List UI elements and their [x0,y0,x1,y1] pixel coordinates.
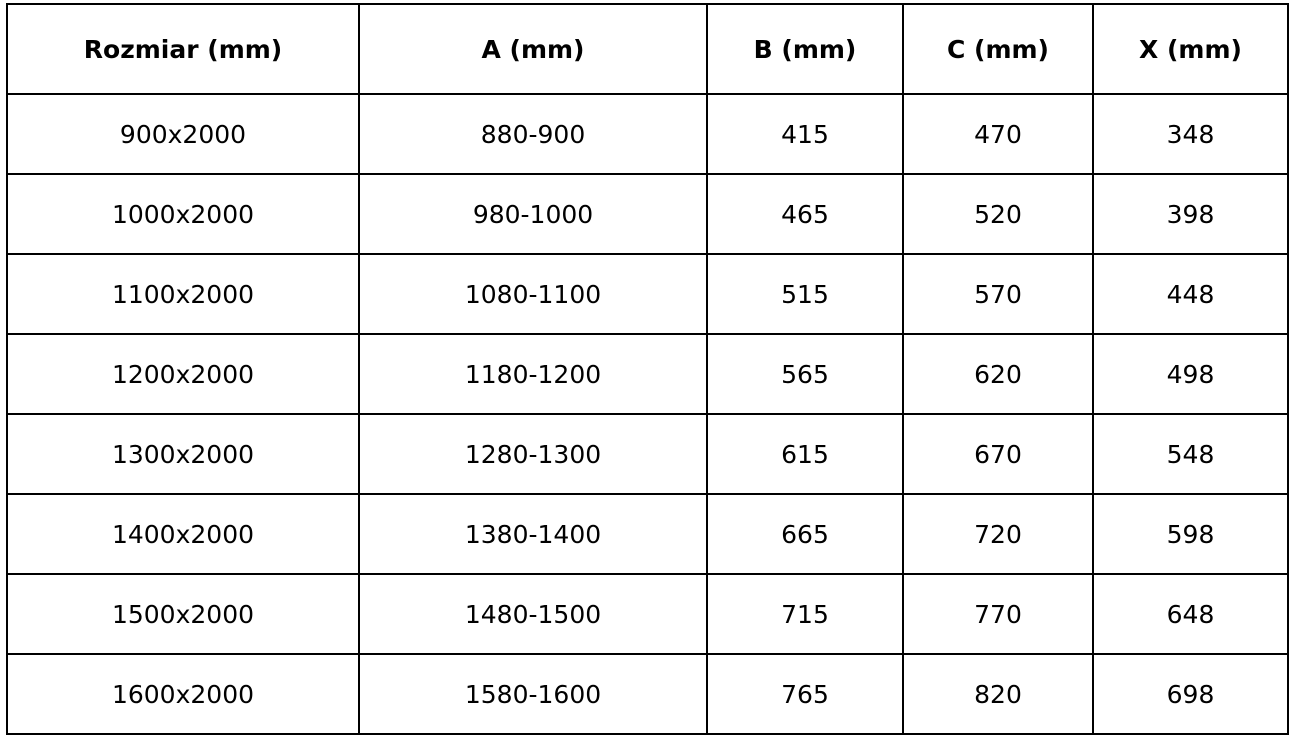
cell-x: 498 [1093,334,1288,414]
cell-a: 1480-1500 [359,574,707,654]
table-row [7,414,1288,494]
cell-b: 765 [707,654,903,734]
cell-x: 598 [1093,494,1288,574]
cell-size: 1000x2000 [7,174,359,254]
cell-x: 648 [1093,574,1288,654]
cell-x: 548 [1093,414,1288,494]
cell-x: 398 [1093,174,1288,254]
cell-c: 570 [903,254,1093,334]
cell-size: 1300x2000 [7,414,359,494]
column-header-size: Rozmiar (mm) [7,4,359,94]
table-row [7,94,1288,174]
cell-size: 1600x2000 [7,654,359,734]
cell-b: 565 [707,334,903,414]
table-row [7,654,1288,734]
cell-x: 448 [1093,254,1288,334]
cell-a: 1380-1400 [359,494,707,574]
cell-b: 615 [707,414,903,494]
table-row [7,254,1288,334]
column-header-b: B (mm) [707,4,903,94]
table-row [7,334,1288,414]
cell-a: 880-900 [359,94,707,174]
table-header-row [7,4,1288,94]
cell-b: 715 [707,574,903,654]
cell-size: 1100x2000 [7,254,359,334]
table-body [7,94,1288,734]
table-header [7,4,1288,94]
table-row [7,174,1288,254]
cell-a: 980-1000 [359,174,707,254]
column-header-a: A (mm) [359,4,707,94]
cell-a: 1080-1100 [359,254,707,334]
cell-size: 900x2000 [7,94,359,174]
cell-c: 470 [903,94,1093,174]
cell-a: 1280-1300 [359,414,707,494]
cell-size: 1500x2000 [7,574,359,654]
dimensions-table [6,3,1289,735]
table-row [7,494,1288,574]
cell-c: 670 [903,414,1093,494]
column-header-c: C (mm) [903,4,1093,94]
cell-b: 415 [707,94,903,174]
cell-a: 1580-1600 [359,654,707,734]
cell-c: 820 [903,654,1093,734]
cell-x: 348 [1093,94,1288,174]
spec-table-sheet [0,3,1297,722]
cell-a: 1180-1200 [359,334,707,414]
cell-c: 720 [903,494,1093,574]
cell-c: 620 [903,334,1093,414]
cell-size: 1400x2000 [7,494,359,574]
column-header-x: X (mm) [1093,4,1288,94]
cell-size: 1200x2000 [7,334,359,414]
cell-b: 465 [707,174,903,254]
cell-b: 665 [707,494,903,574]
table-row [7,574,1288,654]
cell-x: 698 [1093,654,1288,734]
cell-c: 770 [903,574,1093,654]
cell-c: 520 [903,174,1093,254]
cell-b: 515 [707,254,903,334]
